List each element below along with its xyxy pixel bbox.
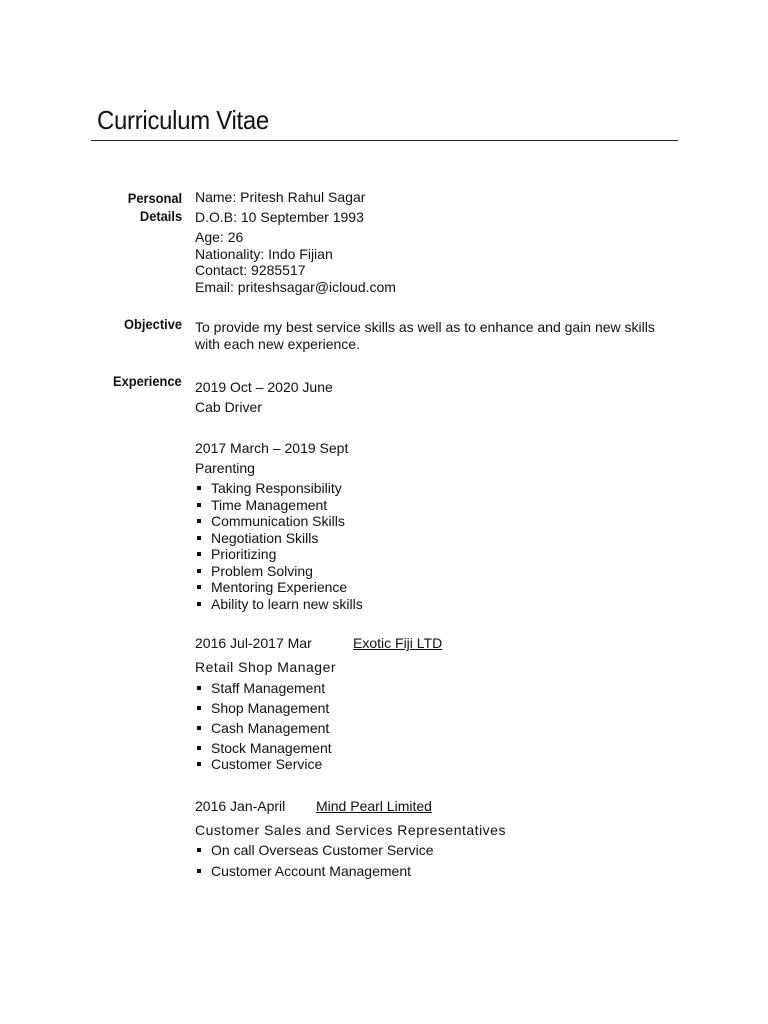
personal-details: [195, 189, 396, 295]
personal-nationality: Nationality: Indo Fijian: [195, 245, 333, 262]
list-item: On call Overseas Customer Service: [195, 842, 615, 863]
title-divider: [91, 140, 678, 141]
section-label-experience: Experience: [113, 373, 182, 389]
section-label-objective: Objective: [124, 316, 182, 332]
list-item: Problem Solving: [195, 563, 363, 580]
section-label-personal: [128, 189, 182, 225]
experience-role: Cab Driver: [195, 399, 262, 415]
experience-entry-3: [195, 635, 615, 773]
experience-period: 2019 Oct – 2020 June: [195, 379, 333, 395]
experience-role: Customer Sales and Services Representatives: [195, 822, 506, 838]
list-item: Shop Management: [195, 700, 615, 720]
duties-list: [195, 842, 615, 880]
experience-period: 2017 March – 2019 Sept: [195, 440, 349, 456]
company-name: Exotic Fiji LTD: [353, 635, 443, 651]
list-item: Negotiation Skills: [195, 530, 363, 547]
skills-list: [195, 480, 363, 612]
page-title: Curriculum Vitae: [97, 105, 269, 135]
list-item: Time Management: [195, 497, 363, 514]
experience-role: Retail Shop Manager: [195, 659, 337, 675]
company-name: Mind Pearl Limited: [316, 798, 432, 814]
list-item: Communication Skills: [195, 513, 363, 530]
personal-dob: D.O.B: 10 September 1993: [195, 209, 364, 225]
experience-entry-2: [195, 440, 363, 612]
personal-contact: Contact: 9285517: [195, 262, 306, 278]
experience-role: Parenting: [195, 460, 255, 476]
objective-text: [195, 319, 655, 352]
personal-age: Age: 26: [195, 229, 244, 245]
list-item: Taking Responsibility: [195, 480, 363, 497]
list-item: Ability to learn new skills: [195, 596, 363, 613]
personal-email: Email: priteshsagar@icloud.com: [195, 278, 396, 295]
objective-line-1: To provide my best service skills as well as to enhance and gain new skills: [195, 319, 655, 335]
list-item: Customer Service: [195, 756, 615, 773]
list-item: Staff Management: [195, 680, 615, 700]
duties-list: [195, 680, 615, 773]
experience-period: 2016 Jan-April: [195, 798, 286, 814]
experience-period: 2016 Jul-2017 Mar: [195, 635, 312, 651]
section-label-personal-line2: Details: [139, 208, 182, 224]
list-item: Cash Management: [195, 720, 615, 740]
list-item: Mentoring Experience: [195, 579, 363, 596]
experience-entry-1: [195, 379, 333, 416]
experience-entry-4: [195, 798, 615, 880]
objective-line-2: with each new experience.: [195, 335, 360, 352]
list-item: Prioritizing: [195, 546, 363, 563]
list-item: Customer Account Management: [195, 863, 615, 880]
list-item: Stock Management: [195, 740, 615, 756]
personal-name: Name: Pritesh Rahul Sagar: [195, 189, 366, 205]
section-label-personal-line1: Personal: [127, 190, 182, 206]
